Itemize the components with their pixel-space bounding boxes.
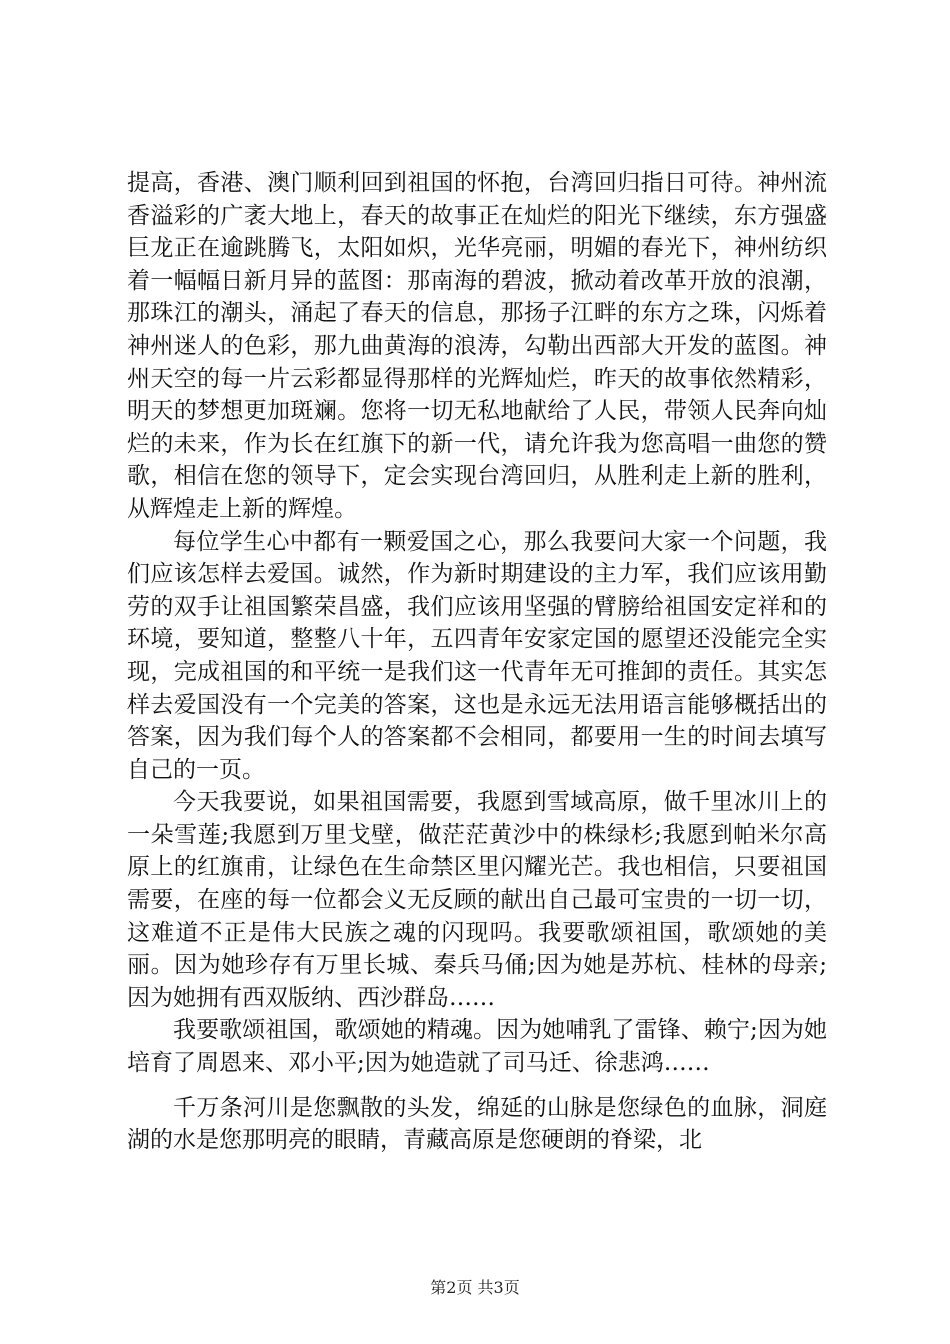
page-number-footer: 第2页 共3页 xyxy=(430,1278,520,1297)
paragraph-4: 我要歌颂祖国，歌颂她的精魂。因为她哺乳了雷锋、赖宁;因为她培育了周恩来、邓小平;因为她造就了司马迁、徐悲鸿…… xyxy=(127,1017,827,1077)
paragraph-2: 每位学生心中都有一颗爱国之心，那么我要问大家一个问题，我们应该怎样去爱国。诚然，作为新时期建设的主力军，我们应该用勤劳的双手让祖国繁荣昌盛，我们应该用坚强的臂膀给祖国安定祥和的环境，要知道，整整八十年，五四青年安家定国的愿望还没能完全实现，完成祖国的和平统一是我们这一代青年无可推卸的责任。其实怎样去爱国没有一个完美的答案，这也是永远无法用语言能够概括出的答案，因为我们每个人的答案都不会相同，都要用一生的时间去填写自己的一页。 xyxy=(127,528,827,783)
paragraph-1: 提高，香港、澳门顺利回到祖国的怀抱，台湾回归指日可待。神州流香溢彩的广袤大地上，春天的故事正在灿烂的阳光下继续，东方强盛巨龙正在逾跳腾飞，太阳如炽，光华亮丽，明媚的春光下，神州纺织着一幅幅日新月异的蓝图：那南海的碧波，掀动着改革开放的浪潮，那珠江的潮头，涌起了春天的信息，那扬子江畔的东方之珠，闪烁着神州迷人的色彩，那九曲黄海的浪涛，勾勒出西部大开发的蓝图。神州天空的每一片云彩都显得那样的光辉灿烂，昨天的故事依然精彩，明天的梦想更加斑斓。您将一切无私地献给了人民，带领人民奔向灿烂的未来，作为长在红旗下的新一代，请允许我为您高唱一曲您的赞歌，相信在您的领导下，定会实现台湾回归，从胜利走上新的胜利，从辉煌走上新的辉煌。 xyxy=(127,170,827,522)
paragraph-3: 今天我要说，如果祖国需要，我愿到雪域高原，做千里冰川上的一朵雪莲;我愿到万里戈壁，做茫茫黄沙中的株绿杉;我愿到帕米尔高原上的红旗甫，让绿色在生命禁区里闪耀光芒。我也相信，只要祖国需要，在座的每一位都会义无反顾的献出自己最可宝贵的一切一切，这难道不正是伟大民族之魂的闪现吗。我要歌颂祖国，歌颂她的美丽。因为她珍存有万里长城、秦兵马俑;因为她是苏杭、桂林的母亲;因为她拥有西双版纳、西沙群岛…… xyxy=(127,789,827,1011)
document-body xyxy=(127,167,827,1157)
paragraph-5: 千万条河川是您飘散的头发，绵延的山脉是您绿色的血脉，洞庭湖的水是您那明亮的眼睛，青藏高原是您硬朗的脊梁，北 xyxy=(127,1094,827,1154)
